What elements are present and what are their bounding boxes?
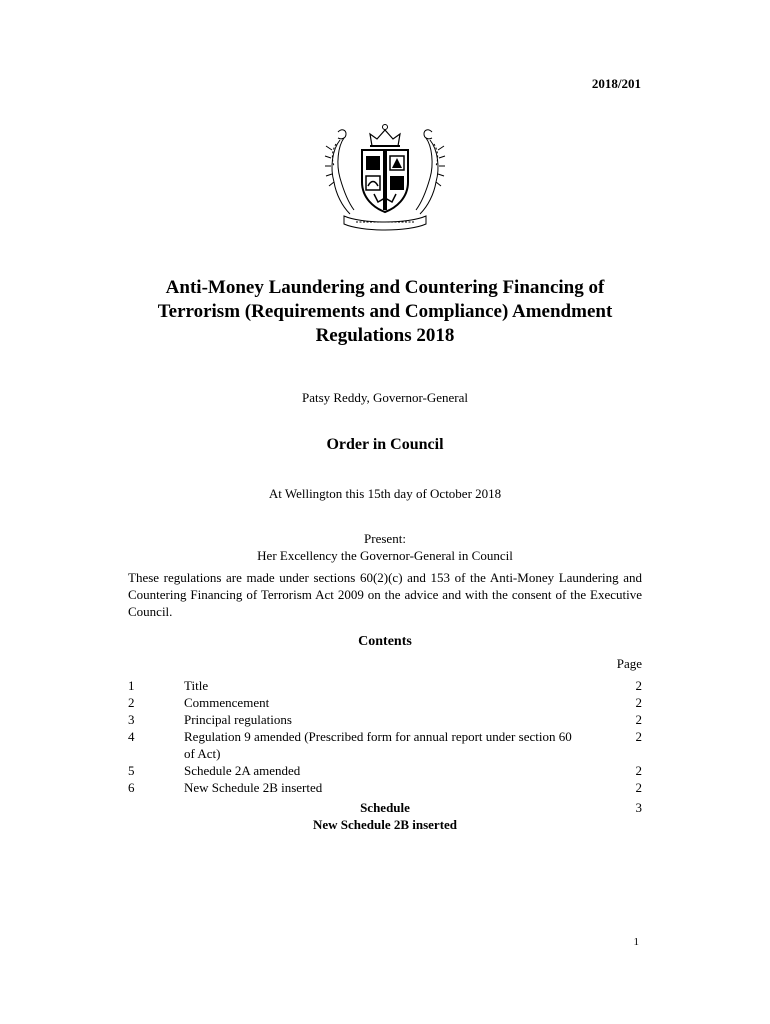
footer-page-number: 1 [633,936,639,948]
enacting-paragraph: These regulations are made under sections 60(2)(c) and 153 of the Anti-Money Laundering and Countering Financing of Terrorism Act 2009 on the advice and with the consent of the Executive Council. [128,570,642,619]
item-page: 2 [635,763,642,778]
item-title: Title [184,678,209,693]
item-number: 4 [128,729,135,744]
title-line-2: Terrorism (Requirements and Compliance) Amendment [157,301,613,322]
item-number: 1 [128,678,135,693]
item-title: Regulation 9 amended (Prescribed form for annual report under section 60 of Act) [184,729,572,761]
schedule-page: 3 [635,800,642,815]
present-who: Her Excellency the Governor-General in Council [257,548,513,563]
schedule-entry[interactable] [128,799,642,833]
contents-item[interactable] [128,694,642,711]
item-page: 2 [635,729,642,744]
contents-list [128,677,642,796]
schedule-subtitle: New Schedule 2B inserted [312,817,458,832]
item-number: 2 [128,695,135,710]
item-page: 2 [635,695,642,710]
contents-item[interactable] [128,779,642,796]
present-block [0,530,770,564]
item-title: Principal regulations [184,712,292,727]
page-column-label: Page [616,656,642,671]
contents-item[interactable] [128,728,642,762]
place-date-line: At Wellington this 15th day of October 2018 [268,486,502,501]
regulation-number: 2018/201 [591,76,641,91]
item-number: 6 [128,780,135,795]
contents-item[interactable] [128,762,642,779]
contents-item[interactable] [128,677,642,694]
item-number: 3 [128,712,135,727]
item-number: 5 [128,763,135,778]
item-title: Commencement [184,695,270,710]
item-page: 2 [635,678,642,693]
nz-coat-of-arms-icon [322,120,448,232]
contents-item[interactable] [128,711,642,728]
order-in-council-heading: Order in Council [326,436,444,453]
governor-general-line: Patsy Reddy, Governor-General [301,390,469,405]
schedule-label: Schedule [360,800,410,815]
title-line-3: Regulations 2018 [315,325,455,346]
item-title: New Schedule 2B inserted [184,780,323,795]
present-label: Present: [364,531,406,546]
item-page: 2 [635,712,642,727]
title-line-1: Anti-Money Laundering and Countering Financing of [165,277,605,298]
item-page: 2 [635,780,642,795]
item-title: Schedule 2A amended [184,763,301,778]
contents-heading: Contents [358,634,412,649]
regulation-title [110,276,660,348]
